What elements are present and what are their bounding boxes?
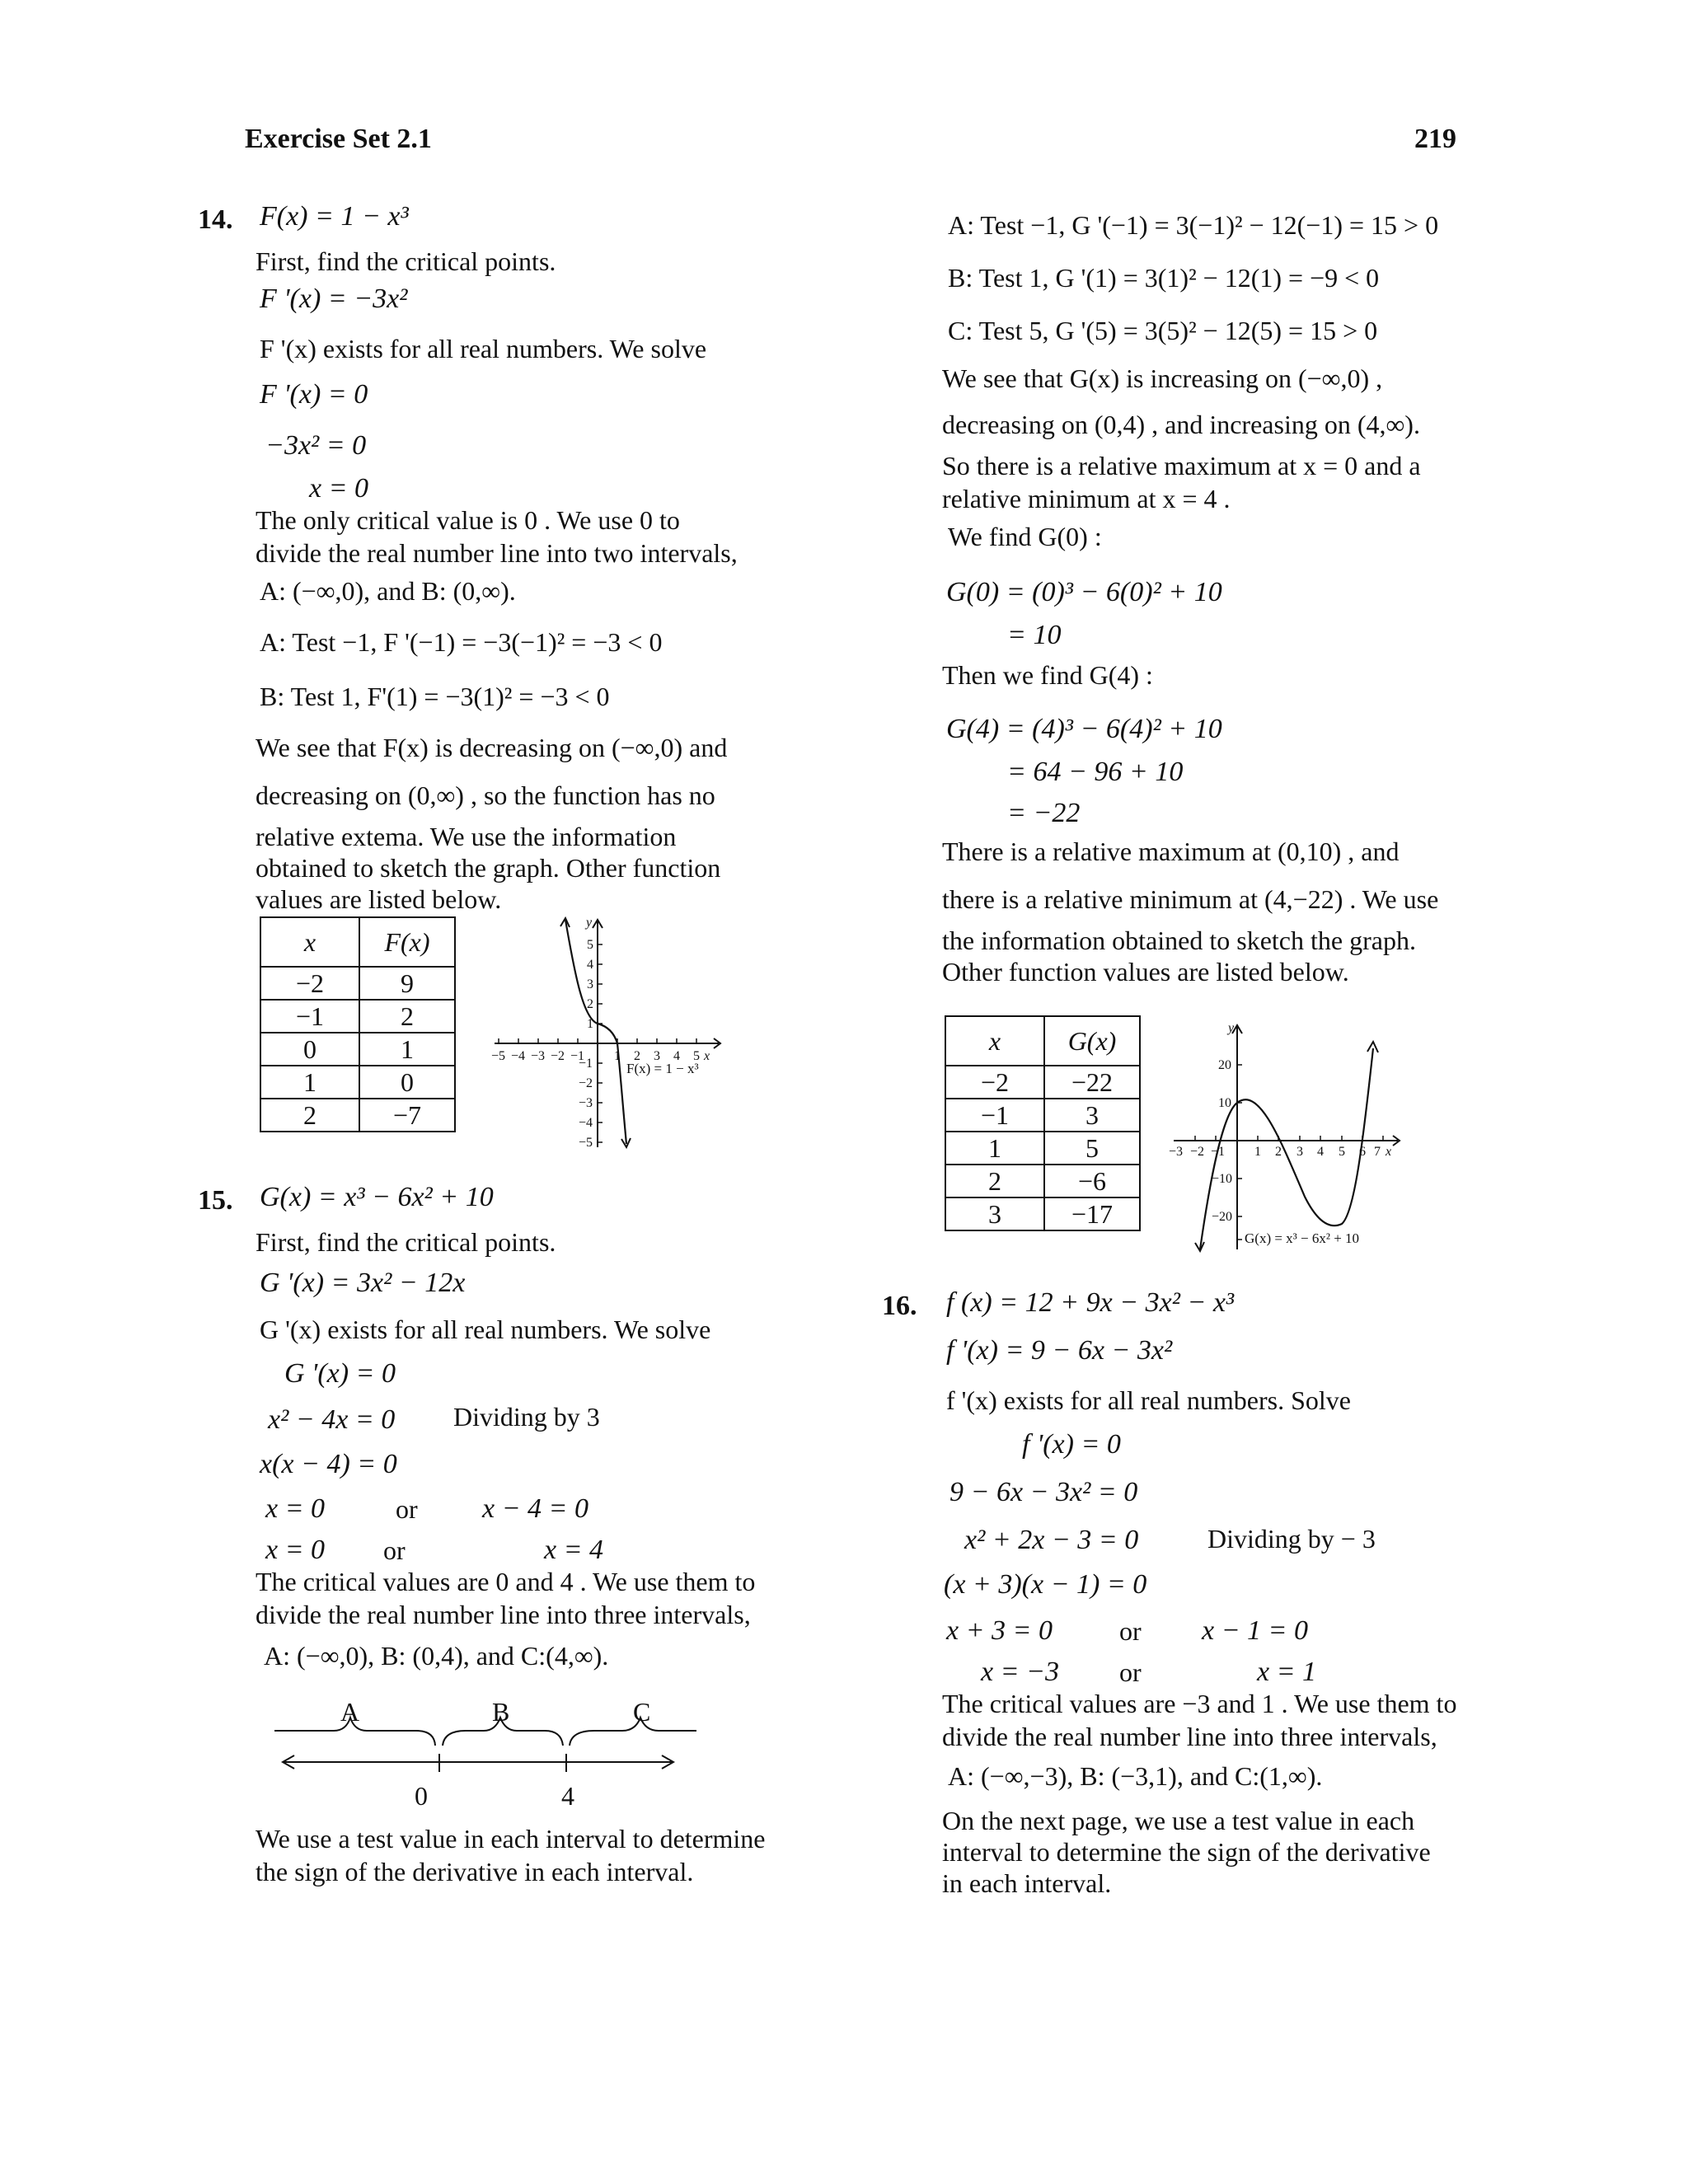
math-line: −3x² = 0: [265, 430, 367, 461]
y-axis-label: y: [586, 916, 593, 930]
text-line: or: [383, 1535, 406, 1565]
tick-label: 20: [1218, 1058, 1231, 1072]
table-cell: −6: [1044, 1165, 1140, 1197]
text-line: Other function values are listed below.: [942, 957, 1349, 987]
tick-label: −2: [579, 1076, 593, 1090]
text-line: The critical values are −3 and 1 . We use them to: [942, 1689, 1457, 1718]
table-row: [260, 1033, 455, 1066]
math-line: x = −3: [981, 1657, 1059, 1687]
text-line: We use a test value in each interval to determine: [256, 1824, 766, 1854]
table-header: x: [260, 917, 359, 967]
math-line: x − 1 = 0: [1202, 1615, 1308, 1646]
table-cell: 5: [1044, 1132, 1140, 1165]
math-line: F '(x) = −3x²: [260, 284, 408, 314]
function-definition: G(x) = x³ − 6x² + 10: [260, 1182, 494, 1212]
math-line: x + 3 = 0: [946, 1615, 1053, 1646]
tick-label: 5: [1339, 1145, 1345, 1159]
text-line: A: (−∞,0), and B: (0,∞).: [260, 576, 516, 606]
tick-label: 5: [693, 1049, 700, 1063]
tick-label: 0: [415, 1781, 428, 1811]
text-line: A: (−∞,−3), B: (−3,1), and C:(1,∞).: [948, 1761, 1323, 1791]
math-line: x = 0: [309, 473, 369, 504]
math-line: = 10: [1007, 620, 1062, 650]
table-cell: 0: [260, 1033, 359, 1066]
table-cell: 2: [945, 1165, 1044, 1197]
math-line: x(x − 4) = 0: [260, 1449, 397, 1479]
table-cell: −1: [945, 1099, 1044, 1132]
tick-label: 4: [587, 958, 593, 972]
text-line: divide the real number line into three intervals,: [942, 1722, 1437, 1751]
text-line: A: Test −1, F '(−1) = −3(−1)² = −3 < 0: [260, 627, 663, 657]
text-line: A: (−∞,0), B: (0,4), and C:(4,∞).: [264, 1641, 609, 1671]
table-cell: 3: [945, 1197, 1044, 1230]
tick-label: −5: [579, 1136, 593, 1150]
text-line: relative extema. We use the information: [256, 822, 677, 851]
text-line: B: Test 1, F'(1) = −3(1)² = −3 < 0: [260, 682, 610, 711]
tick-label: −4: [579, 1116, 593, 1130]
tick-label: −10: [1212, 1172, 1233, 1186]
math-line: = −22: [1007, 798, 1081, 828]
text-line: We see that G(x) is increasing on (−∞,0) ,: [942, 363, 1383, 393]
tick-label: 1: [587, 1017, 593, 1031]
text-line: obtained to sketch the graph. Other function: [256, 853, 721, 883]
tick-label: −3: [579, 1096, 593, 1110]
x-axis-label: x: [704, 1049, 710, 1063]
text-line: f '(x) exists for all real numbers. Solve: [946, 1385, 1351, 1415]
graph-label: F(x) = 1 − x³: [626, 1061, 699, 1076]
text-line: or: [396, 1494, 418, 1524]
number-line-diagram: [268, 1696, 713, 1811]
tick-label: 3: [654, 1049, 660, 1063]
tick-label: 2: [1275, 1145, 1282, 1159]
table-row: [260, 1066, 455, 1099]
text-line: or: [1119, 1657, 1142, 1687]
table-row: [260, 1000, 455, 1033]
table-cell: −2: [260, 967, 359, 1000]
x-axis-label: x: [1386, 1145, 1392, 1159]
text-line: C: Test 5, G '(5) = 3(5)² − 12(5) = 15 > 0: [948, 316, 1378, 345]
table-cell: −2: [945, 1066, 1044, 1099]
table-row: [260, 967, 455, 1000]
math-line: x = 1: [1257, 1657, 1317, 1687]
table-cell: 1: [945, 1132, 1044, 1165]
math-line: (x + 3)(x − 1) = 0: [944, 1569, 1147, 1600]
text-line: The critical values are 0 and 4 . We use them to: [256, 1567, 756, 1596]
tick-label: 7: [1374, 1145, 1381, 1159]
tick-label: −20: [1212, 1210, 1233, 1224]
table-cell: 1: [359, 1033, 455, 1066]
tick-label: −1: [1211, 1145, 1226, 1159]
text-line: F '(x) exists for all real numbers. We solve: [260, 334, 707, 363]
tick-label: −1: [570, 1049, 585, 1063]
text-line: A: Test −1, G '(−1) = 3(−1)² − 12(−1) = 15 > 0: [948, 210, 1439, 240]
values-table-g: [945, 1015, 1141, 1231]
text-line: there is a relative minimum at (4,−22) . We use: [942, 884, 1439, 914]
tick-label: 3: [587, 977, 593, 991]
interval-label: B: [492, 1697, 510, 1727]
text-line: divide the real number line into three intervals,: [256, 1600, 751, 1629]
curve-f: [565, 920, 626, 1144]
math-line: 9 − 6x − 3x² = 0: [950, 1477, 1138, 1507]
tick-label: −1: [579, 1057, 593, 1071]
text-line: divide the real number line into two intervals,: [256, 538, 738, 568]
running-header: Exercise Set 2.1: [245, 124, 432, 154]
table-cell: −22: [1044, 1066, 1140, 1099]
graph-label: G(x) = x³ − 6x² + 10: [1245, 1230, 1360, 1246]
math-line: x = 0: [265, 1535, 326, 1565]
text-line: Dividing by − 3: [1207, 1524, 1376, 1554]
text-line: decreasing on (0,∞) , so the function has no: [256, 780, 715, 810]
math-line: F '(x) = 0: [260, 379, 368, 410]
math-line: f '(x) = 0: [1022, 1429, 1121, 1460]
text-line: relative minimum at x = 4 .: [942, 484, 1231, 513]
function-definition: f (x) = 12 + 9x − 3x² − x³: [946, 1287, 1235, 1318]
tick-label: 2: [587, 997, 593, 1011]
table-row: [945, 1197, 1140, 1230]
function-definition: F(x) = 1 − x³: [260, 201, 409, 232]
math-line: G '(x) = 0: [284, 1358, 396, 1389]
page-number: 219: [1414, 124, 1456, 154]
text-line: G '(x) exists for all real numbers. We solve: [260, 1315, 711, 1344]
tick-label: 6: [1359, 1145, 1366, 1159]
tick-label: 4: [561, 1781, 574, 1811]
table-cell: −7: [359, 1099, 455, 1132]
table-cell: 0: [359, 1066, 455, 1099]
problem-number-14: 14.: [198, 204, 233, 235]
text-line: interval to determine the sign of the derivative: [942, 1837, 1431, 1867]
math-line: x² + 2x − 3 = 0: [964, 1525, 1139, 1555]
graph-g: [1169, 1015, 1441, 1254]
table-cell: 1: [260, 1066, 359, 1099]
text-line: or: [1119, 1616, 1142, 1646]
tick-label: 5: [587, 938, 593, 952]
table-cell: 3: [1044, 1099, 1140, 1132]
math-line: x − 4 = 0: [482, 1493, 588, 1524]
table-row: [945, 1066, 1140, 1099]
text-line: decreasing on (0,4) , and increasing on (4,∞).: [942, 410, 1420, 439]
math-line: = 64 − 96 + 10: [1007, 757, 1184, 787]
table-cell: −1: [260, 1000, 359, 1033]
tick-label: −2: [551, 1049, 565, 1063]
graph-f: [486, 912, 734, 1151]
table-header: F(x): [359, 917, 455, 967]
text-line: B: Test 1, G '(1) = 3(1)² − 12(1) = −9 < 0: [948, 263, 1380, 293]
tick-label: 1: [1254, 1145, 1261, 1159]
table-cell: 2: [260, 1099, 359, 1132]
table-row: [945, 1132, 1140, 1165]
tick-label: −2: [1190, 1145, 1205, 1159]
tick-label: 2: [634, 1049, 640, 1063]
math-line: f '(x) = 9 − 6x − 3x²: [946, 1335, 1173, 1366]
table-cell: 9: [359, 967, 455, 1000]
interval-label: A: [340, 1697, 360, 1727]
math-line: x² − 4x = 0: [268, 1404, 396, 1435]
text-line: First, find the critical points.: [256, 1227, 556, 1257]
tick-label: −4: [511, 1049, 526, 1063]
y-axis-label: y: [1228, 1021, 1235, 1035]
text-line: There is a relative maximum at (0,10) , and: [942, 837, 1400, 866]
math-line: G(0) = (0)³ − 6(0)² + 10: [946, 577, 1222, 607]
table-row: [945, 1099, 1140, 1132]
text-line: the sign of the derivative in each interval.: [256, 1857, 694, 1886]
tick-label: −3: [1169, 1145, 1184, 1159]
text-line: The only critical value is 0 . We use 0 to: [256, 505, 680, 535]
table-cell: −17: [1044, 1197, 1140, 1230]
text-line: So there is a relative maximum at x = 0 and a: [942, 451, 1421, 480]
table-row: [945, 1165, 1140, 1197]
values-table-f: [260, 916, 456, 1132]
text-line: On the next page, we use a test value in each: [942, 1806, 1415, 1835]
math-line: x = 4: [544, 1535, 604, 1565]
text-line: the information obtained to sketch the graph.: [942, 926, 1416, 955]
interval-label: C: [633, 1697, 651, 1727]
table-cell: 2: [359, 1000, 455, 1033]
text-line: We see that F(x) is decreasing on (−∞,0) and: [256, 733, 728, 762]
tick-label: −3: [531, 1049, 546, 1063]
text-line: Dividing by 3: [453, 1402, 600, 1432]
tick-label: −5: [491, 1049, 506, 1063]
table-row: [260, 1099, 455, 1132]
text-line: First, find the critical points.: [256, 246, 556, 276]
tick-label: 1: [614, 1049, 621, 1063]
text-line: Then we find G(4) :: [942, 660, 1153, 690]
math-line: x = 0: [265, 1493, 326, 1524]
tick-label: 4: [1317, 1145, 1324, 1159]
tick-label: 10: [1218, 1096, 1231, 1110]
math-line: G '(x) = 3x² − 12x: [260, 1268, 466, 1298]
text-line: in each interval.: [942, 1868, 1112, 1898]
math-line: G(4) = (4)³ − 6(4)² + 10: [946, 714, 1222, 744]
problem-number-15: 15.: [198, 1185, 233, 1216]
tick-label: 3: [1296, 1145, 1303, 1159]
text-line: values are listed below.: [256, 884, 502, 914]
problem-number-16: 16.: [882, 1291, 917, 1321]
table-header: x: [945, 1016, 1044, 1066]
tick-label: 4: [673, 1049, 680, 1063]
table-header: G(x): [1044, 1016, 1140, 1066]
text-line: We find G(0) :: [948, 522, 1102, 551]
